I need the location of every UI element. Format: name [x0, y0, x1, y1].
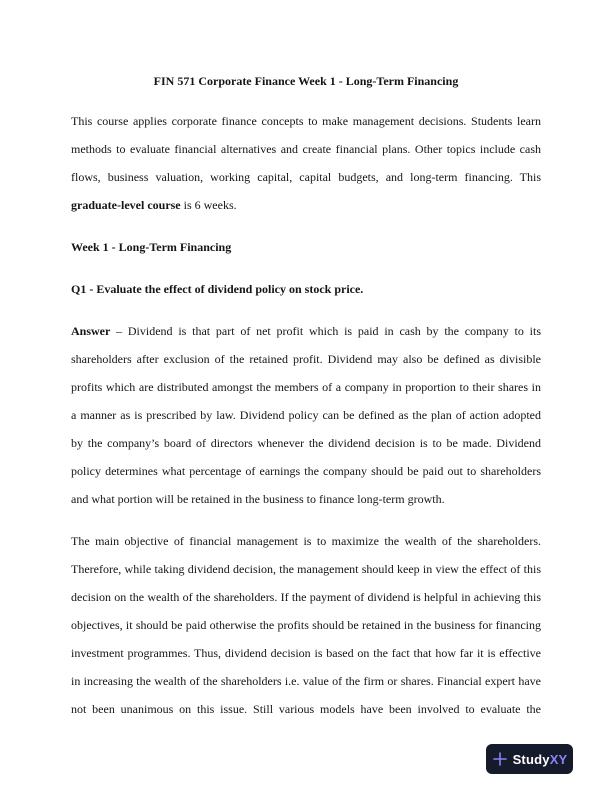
document-title: FIN 571 Corporate Finance Week 1 - Long-Term Financing: [153, 74, 459, 88]
brand-study-text: Study: [512, 751, 550, 767]
document-page: [71, 67, 541, 737]
text-line: The main objective of financial management is to maximize the wealth of the shareholders.: [71, 534, 541, 548]
brand-wordmark: [513, 752, 568, 767]
text-line: methods to evaluate financial alternatives and create financial plans. Other topics include cash: [71, 142, 541, 156]
text-line: policy determines what percentage of earnings the company should be paid out to shareholders: [71, 464, 541, 478]
text-line: by the company’s board of directors whenever the dividend decision is to be made. Dividend: [71, 436, 541, 450]
course-description-paragraph: [71, 107, 541, 219]
text-line: objectives, it should be paid otherwise the profits should be retained in the business for financing: [71, 618, 541, 632]
text-line: Answer – Dividend is that part of net profit which is paid in cash by the company to its: [71, 324, 541, 338]
text-line: not been unanimous on this issue. Still various models have been involved to evaluate the: [71, 702, 541, 716]
text-line: Therefore, while taking dividend decision, the management should keep in view the effect of this: [71, 562, 541, 576]
discussion-paragraph: [71, 527, 541, 723]
text-line: decision on the wealth of the shareholders. If the payment of dividend is helpful in achieving this: [71, 590, 541, 604]
text-line: and what portion will be retained in the business to finance long-term growth.: [71, 492, 445, 506]
text-line: graduate-level course is 6 weeks.: [71, 198, 237, 212]
answer-paragraph: [71, 317, 541, 513]
text-line: This course applies corporate finance concepts to make management decisions. Students learn: [71, 114, 541, 128]
text-line: a manner as is prescribed by law. Dividend policy can be defined as the plan of action adopted: [71, 408, 541, 422]
text-line: in increasing the wealth of the shareholders i.e. value of the firm or shares. Financial expert have: [71, 674, 541, 688]
text-line: profits which are distributed amongst the members of a company in proportion to their shares in: [71, 380, 541, 394]
text-line: flows, business valuation, working capital, capital budgets, and long-term financing. This: [71, 170, 541, 184]
question-heading: Q1 - Evaluate the effect of dividend policy on stock price.: [71, 282, 364, 296]
text-line: shareholders after exclusion of the retained profit. Dividend may also be defined as divisible: [71, 352, 541, 366]
week-heading: Week 1 - Long-Term Financing: [71, 240, 232, 254]
document-body: [71, 107, 541, 723]
text-line: investment programmes. Thus, dividend decision is based on the fact that how far it is effective: [71, 646, 541, 660]
studyxy-logo-badge: [486, 744, 573, 774]
plus-icon: [492, 751, 508, 767]
brand-xy-text: XY: [549, 751, 568, 767]
